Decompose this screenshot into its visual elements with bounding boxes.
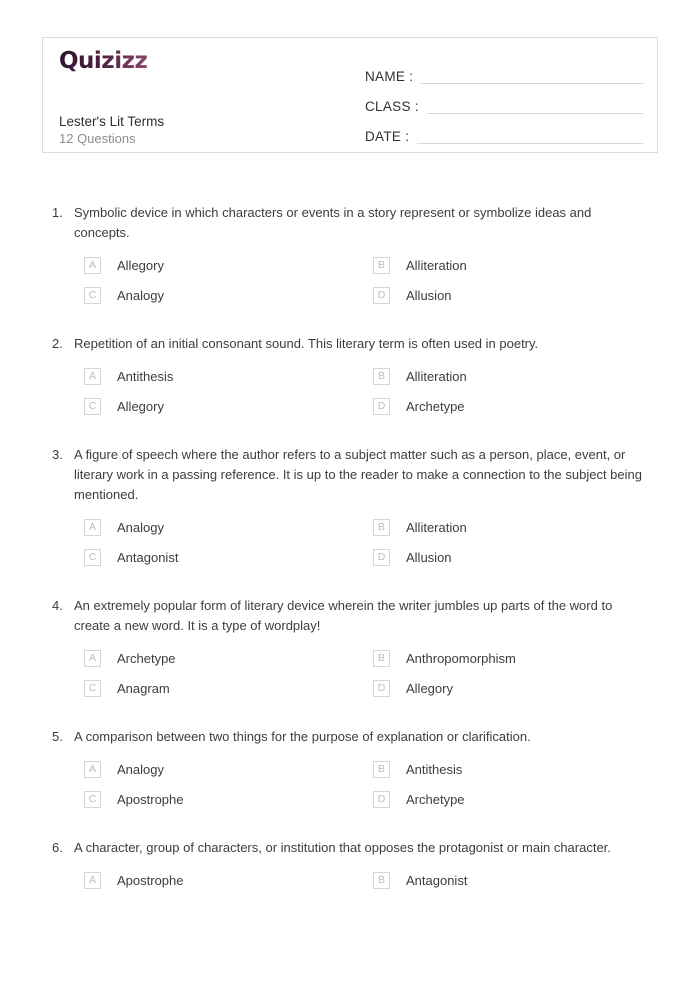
answer-option-label: Archetype	[406, 792, 465, 807]
answer-option[interactable]	[373, 398, 662, 415]
question-spacer	[42, 428, 662, 445]
question-number: 6.	[52, 840, 63, 855]
question-list	[42, 203, 662, 902]
answer-option[interactable]	[373, 257, 662, 274]
answer-option[interactable]	[84, 791, 373, 808]
answer-option-letter-box[interactable]: D	[373, 549, 390, 566]
question-number: 4.	[52, 598, 63, 613]
answer-option-label: Apostrophe	[117, 873, 184, 888]
header-brand-block	[59, 50, 359, 73]
answer-option-label: Apostrophe	[117, 792, 184, 807]
answer-option[interactable]	[373, 761, 662, 778]
answer-option-row	[84, 398, 662, 415]
answer-options	[84, 761, 662, 808]
question-header	[42, 838, 662, 858]
answer-option-label: Archetype	[406, 399, 465, 414]
answer-option-row	[84, 872, 662, 889]
question-item	[42, 445, 662, 566]
class-field-row	[365, 86, 643, 116]
answer-option-letter-box[interactable]: D	[373, 287, 390, 304]
answer-option-label: Allusion	[406, 550, 452, 565]
question-item	[42, 203, 662, 304]
answer-option-letter-box[interactable]: A	[84, 650, 101, 667]
answer-options	[84, 872, 662, 889]
question-header	[42, 203, 662, 243]
answer-option-label: Allegory	[117, 399, 164, 414]
answer-option-row	[84, 549, 662, 566]
question-text: Symbolic device in which characters or events in a story represent or symbolize ideas and concepts.	[74, 205, 592, 240]
answer-option[interactable]	[84, 650, 373, 667]
name-field-label: NAME :	[365, 69, 414, 84]
answer-option-label: Alliteration	[406, 369, 467, 384]
answer-option[interactable]	[373, 650, 662, 667]
answer-option-row	[84, 287, 662, 304]
answer-option-label: Analogy	[117, 520, 164, 535]
answer-options	[84, 519, 662, 566]
answer-option-letter-box[interactable]: D	[373, 680, 390, 697]
answer-option[interactable]	[84, 287, 373, 304]
question-number: 1.	[52, 205, 63, 220]
answer-option[interactable]	[84, 398, 373, 415]
answer-option-label: Archetype	[117, 651, 176, 666]
class-field-input[interactable]	[427, 112, 643, 114]
class-field-label: CLASS :	[365, 99, 419, 114]
answer-option-label: Antithesis	[406, 762, 463, 777]
answer-option-row	[84, 761, 662, 778]
answer-option-letter-box[interactable]: B	[373, 761, 390, 778]
answer-options	[84, 368, 662, 415]
date-field-input[interactable]	[417, 142, 643, 144]
answer-option-letter-box[interactable]: A	[84, 519, 101, 536]
answer-option-label: Analogy	[117, 288, 164, 303]
answer-option-label: Anagram	[117, 681, 170, 696]
name-field-input[interactable]	[421, 82, 643, 84]
answer-option[interactable]	[373, 519, 662, 536]
answer-option-label: Antagonist	[406, 873, 468, 888]
answer-option-letter-box[interactable]: C	[84, 680, 101, 697]
question-item	[42, 596, 662, 697]
question-count-label: 12 Questions	[59, 131, 136, 146]
answer-option[interactable]	[84, 872, 373, 889]
question-spacer	[42, 821, 662, 838]
answer-options	[84, 257, 662, 304]
question-spacer	[42, 579, 662, 596]
answer-option[interactable]	[84, 257, 373, 274]
answer-option[interactable]	[373, 680, 662, 697]
date-field-row	[365, 116, 643, 146]
answer-option-label: Allegory	[117, 258, 164, 273]
answer-option-row	[84, 650, 662, 667]
question-header	[42, 445, 662, 505]
question-text: A character, group of characters, or institution that opposes the protagonist or main character.	[74, 840, 611, 855]
question-item	[42, 334, 662, 415]
answer-option-letter-box[interactable]: C	[84, 287, 101, 304]
question-header	[42, 596, 662, 636]
answer-option-letter-box[interactable]: A	[84, 761, 101, 778]
answer-option[interactable]	[84, 519, 373, 536]
question-number: 2.	[52, 336, 63, 351]
answer-option-row	[84, 680, 662, 697]
answer-option-letter-box[interactable]: D	[373, 398, 390, 415]
answer-option-letter-box[interactable]: D	[373, 791, 390, 808]
question-item	[42, 838, 662, 889]
student-info-fields	[365, 56, 643, 146]
name-field-row	[365, 56, 643, 86]
answer-option-label: Allusion	[406, 288, 452, 303]
answer-option-letter-box[interactable]: C	[84, 791, 101, 808]
answer-option-letter-box[interactable]: A	[84, 257, 101, 274]
answer-option-label: Antagonist	[117, 550, 179, 565]
quiz-title: Lester's Lit Terms	[59, 114, 165, 129]
answer-option[interactable]	[84, 761, 373, 778]
answer-option-label: Anthropomorphism	[406, 651, 516, 666]
answer-option-letter-box[interactable]: B	[373, 368, 390, 385]
answer-option-row	[84, 519, 662, 536]
answer-option-letter-box[interactable]: C	[84, 398, 101, 415]
question-number: 3.	[52, 447, 63, 462]
answer-option-letter-box[interactable]: B	[373, 257, 390, 274]
quizizz-logo: Quizizz	[59, 48, 148, 74]
answer-option-label: Allegory	[406, 681, 453, 696]
answer-option-label: Alliteration	[406, 520, 467, 535]
answer-option[interactable]	[373, 872, 662, 889]
answer-option[interactable]	[373, 549, 662, 566]
answer-option-letter-box[interactable]: A	[84, 368, 101, 385]
question-text: A figure of speech where the author refers to a subject matter such as a person, place, event, or literary work in a passing reference. It is up to the reader to make a connection to the subject being mentioned.	[74, 447, 642, 502]
question-spacer	[42, 317, 662, 334]
question-header	[42, 334, 662, 354]
question-number: 5.	[52, 729, 63, 744]
answer-option-letter-box[interactable]: B	[373, 872, 390, 889]
answer-option[interactable]	[373, 368, 662, 385]
answer-option[interactable]	[373, 287, 662, 304]
answer-option-label: Analogy	[117, 762, 164, 777]
answer-options	[84, 650, 662, 697]
answer-option[interactable]	[84, 549, 373, 566]
question-text: A comparison between two things for the purpose of explanation or clarification.	[74, 729, 531, 744]
question-item	[42, 727, 662, 808]
answer-option[interactable]	[373, 791, 662, 808]
worksheet-header-card	[42, 37, 658, 153]
answer-option-label: Alliteration	[406, 258, 467, 273]
answer-option[interactable]	[84, 368, 373, 385]
answer-option[interactable]	[84, 680, 373, 697]
answer-option-row	[84, 791, 662, 808]
answer-option-letter-box[interactable]: B	[373, 519, 390, 536]
answer-option-label: Antithesis	[117, 369, 174, 384]
answer-option-letter-box[interactable]: C	[84, 549, 101, 566]
answer-option-letter-box[interactable]: B	[373, 650, 390, 667]
question-text: Repetition of an initial consonant sound. This literary term is often used in poetry.	[74, 336, 539, 351]
question-text: An extremely popular form of literary device wherein the writer jumbles up parts of the word to create a new word. It is a type of wordplay!	[74, 598, 613, 633]
answer-option-letter-box[interactable]: A	[84, 872, 101, 889]
answer-option-row	[84, 257, 662, 274]
question-header	[42, 727, 662, 747]
answer-option-row	[84, 368, 662, 385]
question-spacer	[42, 710, 662, 727]
date-field-label: DATE :	[365, 129, 410, 144]
